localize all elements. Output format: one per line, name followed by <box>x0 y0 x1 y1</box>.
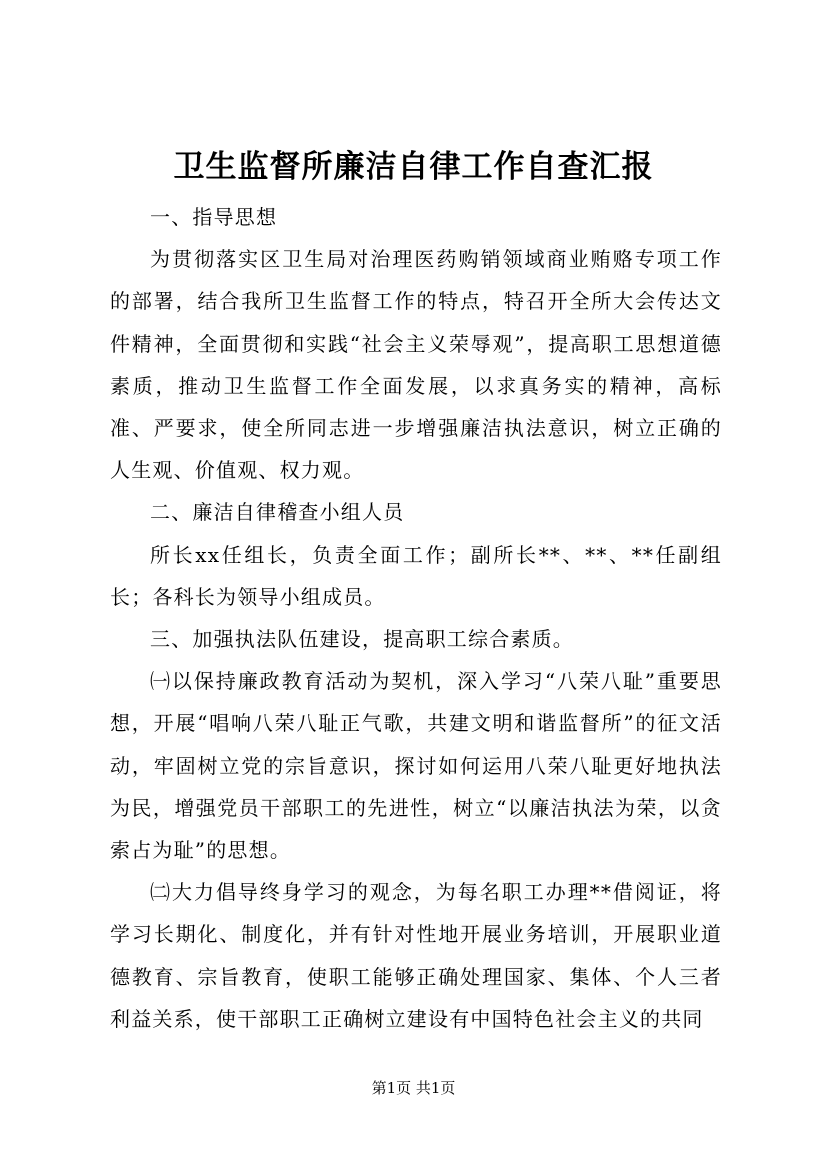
section-heading-guiding-thought: 一、指导思想 <box>150 205 278 229</box>
paragraph-item-1: ㈠以保持廉政教育活动为契机，深入学习“八荣八耻”重要思想，开展“唱响八荣八耻正气歌，共建文明和谐监督所”的征文活动，牢固树立党的宗旨意识，探讨如何运用八荣八耻更好地执法为民，增强党员干部职工的先进性，树立“以廉洁执法为荣，以贪索占为耻”的思想。 <box>110 669 722 863</box>
paragraph-guiding-thought: 为贯彻落实区卫生局对治理医药购销领域商业贿赂专项工作的部署，结合我所卫生监督工作的特点，特召开全所大会传达文件精神，全面贯彻和实践“社会主义荣辱观”，提高职工思想道德素质，推动卫生监督工作全面发展，以求真务实的精神，高标准、严要求，使全所同志进一步增强廉洁执法意识，树立正确的人生观、价值观、权力观。 <box>110 247 722 483</box>
document-title: 卫生监督所廉洁自律工作自查汇报 <box>173 149 654 185</box>
page-number-footer: 第1页 共1页 <box>371 1079 456 1097</box>
section-heading-team-building: 三、加强执法队伍建设，提高职工综合素质。 <box>150 627 574 652</box>
document-body <box>110 196 722 1040</box>
section-heading-inspection-group: 二、廉洁自律稽查小组人员 <box>150 500 405 525</box>
paragraph-inspection-group: 所长xx任组长，负责全面工作；副所长**、**、**任副组长；各科长为领导小组成员。 <box>110 542 722 609</box>
paragraph-item-2: ㈡大力倡导终身学习的观念，为每名职工办理**借阅证，将学习长期化、制度化，并有针对性地开展业务培训，开展职业道德教育、宗旨教育，使职工能够正确处理国家、集体、个人三者利益关系，使干部职工正确树立建设有中国特色社会主义的共同 <box>110 880 722 1031</box>
